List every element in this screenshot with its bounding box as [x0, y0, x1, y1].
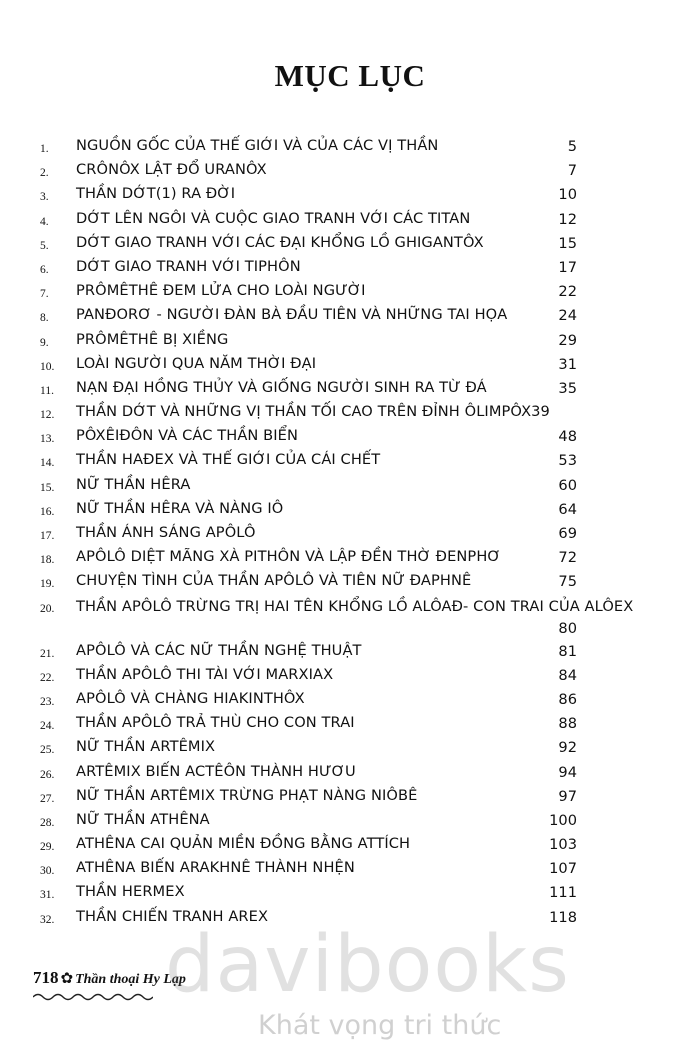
toc-entry [0, 571, 700, 595]
toc-entry-number: 1. [40, 143, 49, 155]
toc-entry [0, 762, 700, 786]
toc-entry-title: APÔLÔ DIỆT MÃNG XÀ PITHÔN VÀ LẬP ĐỀN THỜ ĐENPHƠ [76, 548, 501, 566]
toc-entry-number: 29. [40, 841, 55, 854]
toc-entry [0, 786, 700, 810]
toc-entry-number: 19. [40, 578, 55, 591]
toc-entry-page: 35 [558, 379, 577, 397]
footer-page-number: 718 [33, 968, 59, 987]
toc-entry-number: 31. [40, 889, 55, 902]
toc-entry-number: 24. [40, 720, 55, 733]
toc-entry-page: 86 [558, 690, 577, 708]
toc-entry-title: DỚT GIAO TRANH VỚI TIPHÔN [76, 257, 301, 275]
toc-entry-number: 32. [40, 913, 55, 926]
toc-entry-page: 81 [558, 642, 577, 660]
footer-book-title: Thần thoại Hy Lạp [75, 972, 186, 987]
toc-entry [0, 330, 700, 354]
toc-entry-title: NẠN ĐẠI HỒNG THỦY VÀ GIỐNG NGƯỜI SINH RA TỪ ĐÁ [76, 378, 487, 396]
toc-entry [0, 641, 700, 665]
toc-entry-number: 3. [40, 191, 49, 204]
toc-entry-page: 111 [549, 884, 577, 902]
toc-entry-title: THẦN DỚT(1) RA ĐỜI [76, 185, 236, 203]
toc-entry-number: 7. [40, 288, 49, 301]
toc-entry-number: 4. [40, 215, 49, 228]
toc-entry-page: 118 [549, 908, 577, 926]
toc-entry-page: 97 [558, 787, 577, 805]
toc-entry-number: 6. [40, 263, 49, 276]
toc-entry [0, 834, 700, 858]
toc-entry-number: 28. [40, 816, 55, 829]
toc-entry [0, 475, 700, 499]
toc-entry-number: 18. [40, 554, 55, 567]
toc-entry-page: 31 [558, 355, 577, 373]
toc-entry-title: PRÔMÊTHÊ ĐEM LỬA CHO LOÀI NGƯỜI [76, 282, 366, 300]
toc-entry-page: 92 [558, 739, 577, 757]
toc-entry [0, 523, 700, 547]
toc-entry [0, 378, 700, 402]
toc-entry-page: 24 [558, 307, 577, 325]
toc-entry-title: THẦN CHIẾN TRANH AREX [76, 907, 269, 925]
toc-entry [0, 426, 700, 450]
toc-entry-title: APÔLÔ VÀ CÁC NỮ THẦN NGHỆ THUẬT [76, 641, 362, 659]
toc-entry-title: ATHÊNA BIẾN ARAKHNÊ THÀNH NHỆN [76, 859, 355, 877]
toc-entry-number: 27. [40, 792, 55, 805]
toc-entry-title: THẦN APÔLÔ TRỪNG TRỊ HAI TÊN KHỔNG LỒ ALÔAĐ- CON TRAI CỦA ALÔEX [76, 597, 634, 615]
toc-entry [0, 737, 700, 761]
toc-entry-title: NỮ THẦN ARTÊMIX [76, 738, 216, 756]
page-footer [33, 968, 186, 988]
toc-entry [0, 257, 700, 281]
toc-entry-title: PANĐORƠ - NGƯỜI ĐÀN BÀ ĐẦU TIÊN VÀ NHỮNG TAI HỌA [76, 306, 508, 324]
toc-entry [0, 136, 700, 160]
toc-entry-page: 107 [549, 860, 577, 878]
toc-entry-title: DỚT GIAO TRANH VỚI CÁC ĐẠI KHỔNG LỒ GHIGANTÔX [76, 233, 484, 251]
toc-entry [0, 233, 700, 257]
toc-entry-number: 23. [40, 695, 55, 708]
toc-entry-page: 64 [558, 500, 577, 518]
toc-entry-page: 22 [558, 283, 577, 301]
toc-entry-page: 29 [558, 331, 577, 349]
toc-entry [0, 810, 700, 834]
toc-entry-page: 7 [567, 162, 577, 180]
toc-entry-number: 2. [40, 167, 49, 180]
toc-entry-title: THẦN HERMEX [76, 883, 185, 901]
toc-entry [0, 160, 700, 184]
toc-entry-title: LOÀI NGƯỜI QUA NĂM THỜI ĐẠI [76, 354, 317, 372]
toc-entry-page: 69 [558, 525, 577, 542]
toc-entry-page: 17 [558, 258, 577, 276]
toc-entry-title: PÔXÊIĐÔN VÀ CÁC THẦN BIỂN [76, 427, 299, 445]
toc-entry-title: ARTÊMIX BIẾN ACTÊÔN THÀNH HƯƠU [76, 762, 356, 780]
toc-entry-page: 103 [549, 836, 577, 854]
toc-entry-page: 88 [558, 715, 577, 733]
toc-entry-number: 21. [40, 647, 55, 660]
toc-entry [0, 354, 700, 378]
toc-entry-number: 20. [40, 602, 55, 615]
toc-entry-title: PRÔMÊTHÊ BỊ XIỀNG [76, 330, 229, 348]
toc-entry-title: NỮ THẦN ATHÊNA [76, 810, 210, 828]
toc-entry-page: 80 [558, 619, 577, 637]
toc-entry-number: 11. [40, 384, 54, 397]
toc-entry [0, 281, 700, 305]
toc-entry-title: THẦN HAĐEX VÀ THẾ GIỚI CỦA CÁI CHẾT [76, 451, 381, 469]
table-of-contents [0, 136, 700, 931]
toc-entry [0, 858, 700, 882]
toc-entry-page: 72 [558, 549, 577, 567]
toc-entry-number: 12. [40, 409, 55, 422]
toc-entry-title: THẦN ÁNH SÁNG APÔLÔ [76, 524, 256, 541]
toc-entry-title: THẦN APÔLÔ TRẢ THÙ CHO CON TRAI [76, 714, 355, 732]
toc-entry [0, 713, 700, 737]
toc-entry [0, 547, 700, 571]
footer-squiggle-ornament [33, 992, 153, 1002]
watermark-slogan: Khát vọng tri thức [258, 1010, 502, 1041]
toc-entry-page: 15 [558, 234, 577, 252]
toc-entry-page: 12 [558, 210, 577, 228]
toc-entry-page: 53 [558, 452, 577, 470]
toc-entry-number: 14. [40, 457, 55, 470]
toc-entry [0, 209, 700, 233]
toc-entry-title: NỮ THẦN HÊRA [76, 475, 191, 493]
toc-entry-title: NGUỒN GỐC CỦA THẾ GIỚI VÀ CỦA CÁC VỊ THẦN [76, 137, 439, 154]
toc-entry [0, 184, 700, 208]
toc-entry-number: 8. [40, 312, 49, 325]
toc-entry [0, 499, 700, 523]
toc-entry [0, 596, 700, 641]
flower-ornament-icon: ✿ [60, 969, 74, 987]
toc-entry-number: 26. [40, 768, 55, 781]
toc-entry [0, 402, 700, 426]
toc-entry [0, 450, 700, 474]
toc-entry [0, 882, 700, 906]
page-title: MỤC LỤC [274, 58, 426, 93]
toc-entry-number: 30. [40, 865, 55, 878]
toc-entry-title: APÔLÔ VÀ CHÀNG HIAKINTHÔX [76, 689, 305, 707]
toc-entry-title: DỚT LÊN NGÔI VÀ CUỘC GIAO TRANH VỚI CÁC TITAN [76, 209, 471, 227]
toc-entry-number: 5. [40, 239, 49, 252]
watermark-brand: davibooks [165, 920, 570, 1010]
toc-entry-page: 94 [558, 763, 577, 781]
toc-entry-page: 10 [558, 186, 577, 204]
toc-entry-number: 25. [40, 744, 55, 757]
toc-entry-number: 10. [40, 360, 55, 373]
toc-entry-title: ATHÊNA CAI QUẢN MIỀN ĐỒNG BẰNG ATTÍCH [76, 835, 411, 853]
toc-entry [0, 665, 700, 689]
toc-entry-page: 84 [558, 666, 577, 684]
toc-entry-title: CHUYỆN TÌNH CỦA THẦN APÔLÔ VÀ TIÊN NỮ ĐAPHNÊ [76, 572, 472, 590]
toc-entry-number: 16. [40, 505, 55, 518]
toc-entry-page: 75 [558, 573, 577, 591]
toc-entry-page: 5 [567, 138, 577, 155]
toc-entry-number: 22. [40, 671, 55, 684]
toc-entry-number: 15. [40, 481, 55, 494]
toc-entry-number: 9. [40, 336, 49, 349]
toc-entry-page: 100 [549, 811, 577, 829]
toc-entry-page: 60 [558, 476, 577, 494]
toc-entry [0, 305, 700, 329]
toc-entry-title: THẦN DỚT VÀ NHỮNG VỊ THẦN TỐI CAO TRÊN ĐỈNH ÔLIMPÔX39 [76, 403, 550, 421]
toc-entry-title: CRÔNÔX LẬT ĐỔ URANÔX [76, 161, 267, 179]
toc-entry [0, 689, 700, 713]
toc-entry-page: 48 [558, 428, 577, 446]
toc-entry-number: 17. [40, 530, 55, 542]
toc-entry-title: NỮ THẦN ARTÊMIX TRỪNG PHẠT NÀNG NIÔBÊ [76, 786, 418, 804]
toc-entry-title: NỮ THẦN HÊRA VÀ NÀNG IÔ [76, 499, 284, 517]
toc-entry-number: 13. [40, 433, 55, 446]
toc-entry-title: THẦN APÔLÔ THI TÀI VỚI MARXIAX [76, 665, 334, 683]
